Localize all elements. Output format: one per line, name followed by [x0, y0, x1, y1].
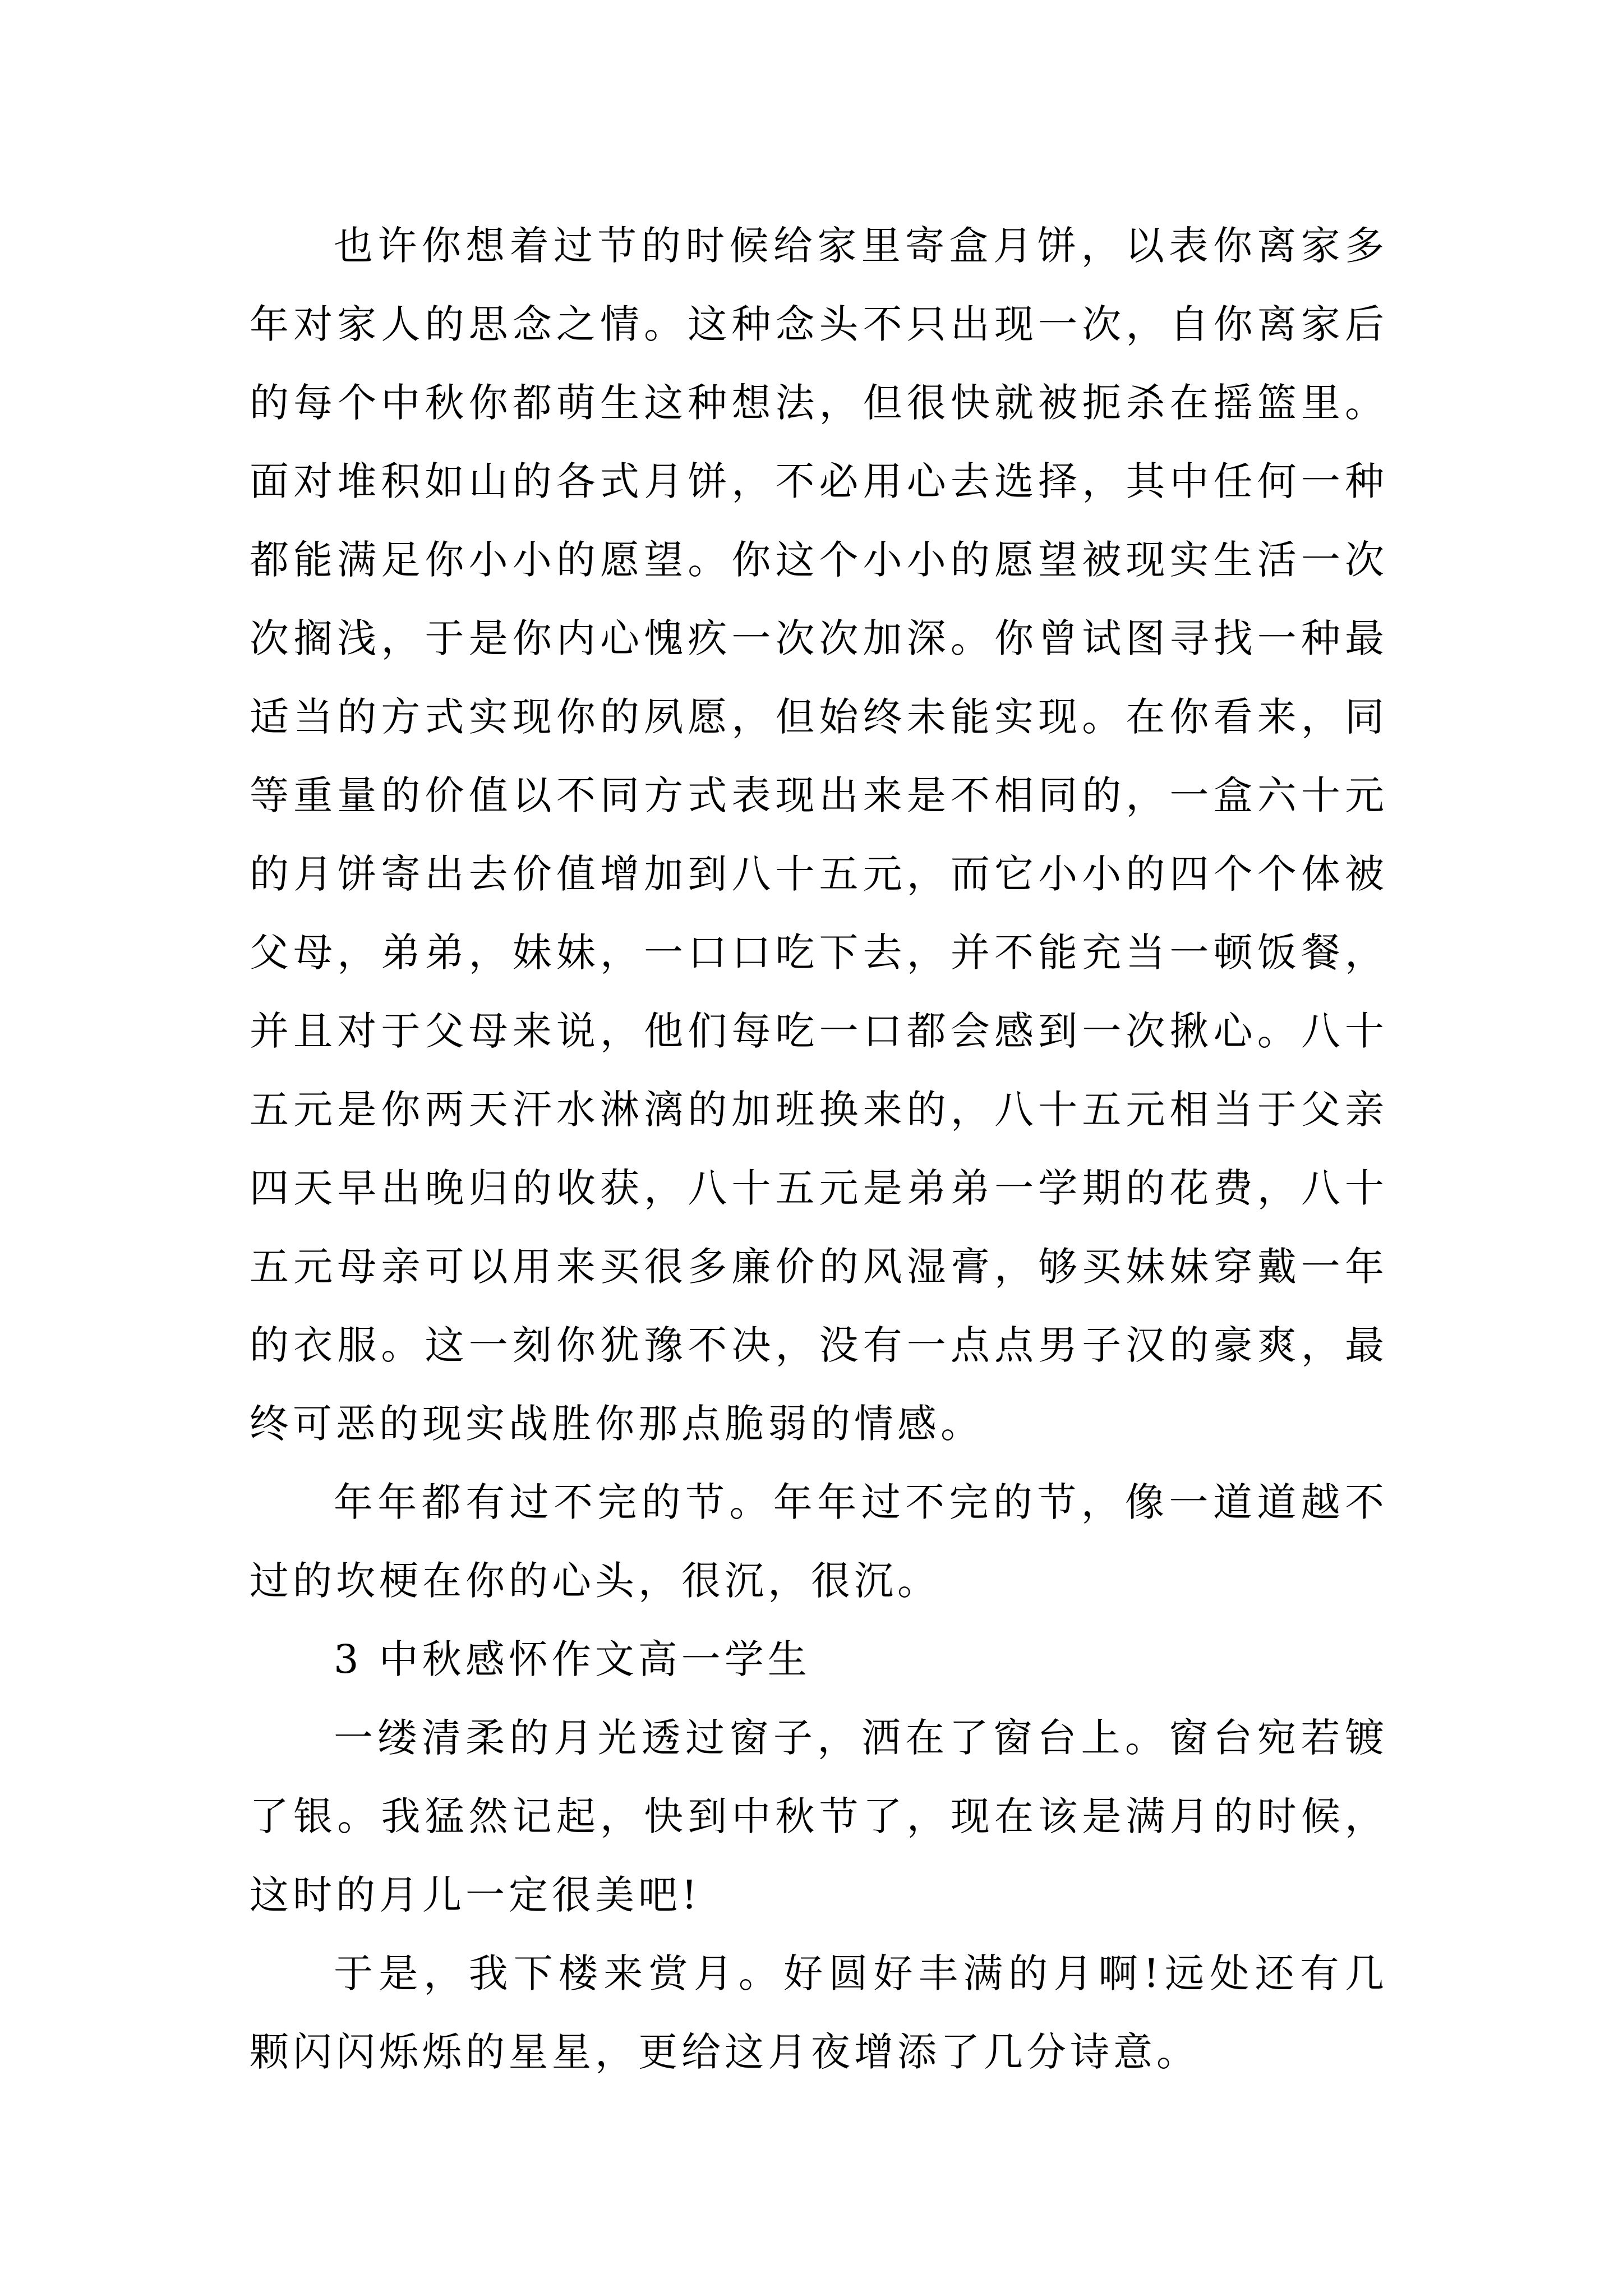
- document-body: [250, 206, 1388, 2091]
- paragraph-festival-burden: 年年都有过不完的节。年年过不完的节，像一道道越不过的坎梗在你的心头，很沉，很沉。: [250, 1479, 1388, 1604]
- paragraph-admiring-moon: 于是，我下楼来赏月。好圆好丰满的月啊!远处还有几颗闪闪烁烁的星星，更给这月夜增添了几分诗意。: [250, 1950, 1388, 2075]
- paragraph-mooncake-thoughts: 也许你想着过节的时候给家里寄盒月饼，以表你离家多年对家人的思念之情。这种念头不只出现一次，自你离家后的每个中秋你都萌生这种想法，但很快就被扼杀在摇篮里。面对堆积如山的各式月饼，不必用心去选择，其中任何一种都能满足你小小的愿望。你这个小小的愿望被现实生活一次次搁浅，于是你内心愧疚一次次加深。你曾试图寻找一种最适当的方式实现你的夙愿，但始终未能实现。在你看来，同等重量的价值以不同方式表现出来是不相同的，一盒六十元的月饼寄出去价值增加到八十五元，而它小小的四个个体被父母，弟弟，妹妹，一口口吃下去，并不能充当一顿饭餐，并且对于父母来说，他们每吃一口都会感到一次揪心。八十五元是你两天汗水淋漓的加班换来的，八十五元相当于父亲四天早出晚归的收获，八十五元是弟弟一学期的花费，八十五元母亲可以用来买很多廉价的风湿膏，够买妹妹穿戴一年的衣服。这一刻你犹豫不决，没有一点点男子汉的豪爽，最终可恶的现实战胜你那点脆弱的情感。: [250, 223, 1388, 1447]
- paragraph-moonlight-window: 一缕清柔的月光透过窗子，洒在了窗台上。窗台宛若镀了银。我猛然记起，快到中秋节了，现在该是满月的时候，这时的月儿一定很美吧!: [250, 1715, 1388, 1918]
- section-heading: 3 中秋感怀作文高一学生: [334, 1636, 811, 1682]
